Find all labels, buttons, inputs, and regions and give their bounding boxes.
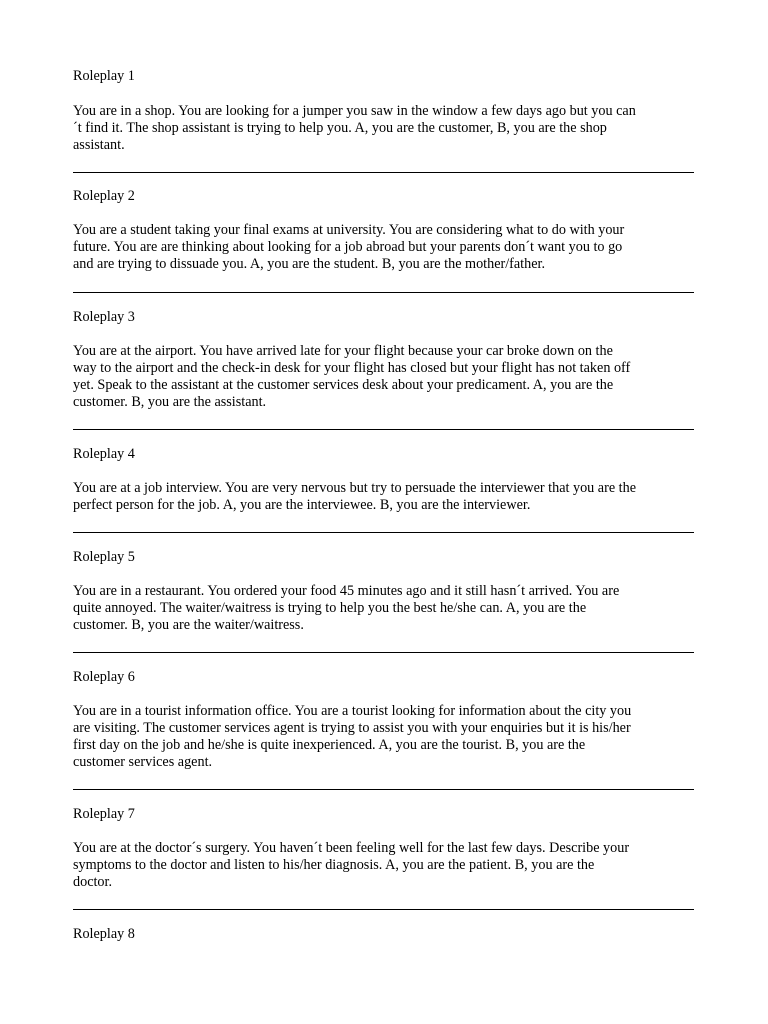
roleplay-title: Roleplay 1 — [73, 68, 135, 84]
section-divider — [73, 909, 694, 910]
description-line: and are trying to dissuade you. A, you are the student. B, you are the mother/father. — [73, 256, 546, 272]
description-line: customer. B, you are the assistant. — [73, 394, 267, 410]
description-line: future. You are are thinking about looking for a job abroad but your parents don´t want you to go — [73, 239, 623, 255]
roleplay-title: Roleplay 4 — [73, 446, 135, 462]
section-divider — [73, 172, 694, 173]
description-line: You are in a tourist information office. You are a tourist looking for information about the city you — [73, 703, 632, 719]
description-line: assistant. — [73, 137, 125, 153]
section-divider — [73, 532, 694, 533]
description-line: You are in a restaurant. You ordered your food 45 minutes ago and it still hasn´t arrived. You are — [73, 583, 620, 599]
roleplay-description — [73, 583, 695, 634]
roleplay-title: Roleplay 2 — [73, 188, 135, 204]
section-divider — [73, 292, 694, 293]
section-divider — [73, 652, 694, 653]
description-line: symptoms to the doctor and listen to his/her diagnosis. A, you are the patient. B, you are the — [73, 857, 595, 873]
description-line: first day on the job and he/she is quite inexperienced. A, you are the tourist. B, you are the — [73, 737, 586, 753]
roleplay-description — [73, 480, 695, 514]
description-line: You are a student taking your final exams at university. You are considering what to do with your — [73, 222, 625, 238]
description-line: You are at the doctor´s surgery. You haven´t been feeling well for the last few days. Describe your — [73, 840, 630, 856]
roleplay-title: Roleplay 5 — [73, 549, 135, 565]
description-line: You are at a job interview. You are very nervous but try to persuade the interviewer that you are the — [73, 480, 637, 496]
roleplay-description — [73, 103, 695, 154]
description-line: customer services agent. — [73, 754, 213, 770]
description-line: quite annoyed. The waiter/waitress is trying to help you the best he/she can. A, you are the — [73, 600, 587, 616]
roleplay-title: Roleplay 8 — [73, 926, 135, 942]
roleplay-title: Roleplay 7 — [73, 806, 135, 822]
section-divider — [73, 429, 694, 430]
description-line: You are in a shop. You are looking for a jumper you saw in the window a few days ago but you can — [73, 103, 636, 119]
roleplay-description — [73, 222, 695, 273]
description-line: ´t find it. The shop assistant is trying to help you. A, you are the customer, B, you are the shop — [73, 120, 607, 136]
description-line: customer. B, you are the waiter/waitress. — [73, 617, 304, 633]
roleplay-description — [73, 343, 695, 411]
description-line: perfect person for the job. A, you are the interviewee. B, you are the interviewer. — [73, 497, 531, 513]
description-line: yet. Speak to the assistant at the customer services desk about your predicament. A, you are the — [73, 377, 614, 393]
roleplay-description — [73, 703, 695, 771]
description-line: way to the airport and the check-in desk for your flight has closed but your flight has not taken off — [73, 360, 631, 376]
description-line: doctor. — [73, 874, 113, 890]
roleplay-description — [73, 840, 695, 891]
description-line: are visiting. The customer services agent is trying to assist you with your enquiries but it is his/her — [73, 720, 631, 736]
description-line: You are at the airport. You have arrived late for your flight because your car broke down on the — [73, 343, 613, 359]
roleplay-title: Roleplay 3 — [73, 309, 135, 325]
section-divider — [73, 789, 694, 790]
roleplay-title: Roleplay 6 — [73, 669, 135, 685]
